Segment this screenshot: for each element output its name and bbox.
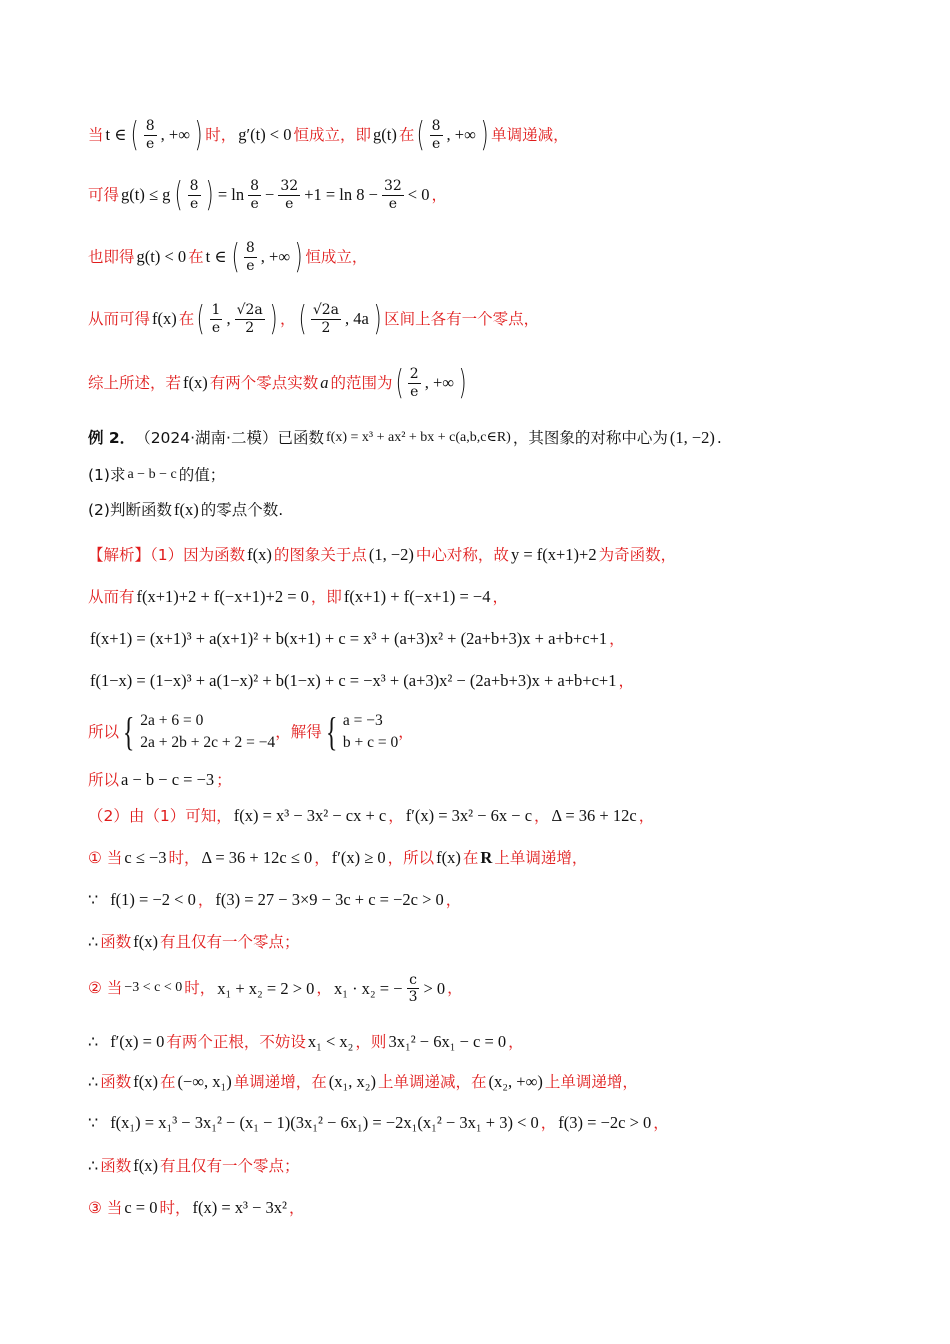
text: 函数: [100, 932, 132, 951]
denominator: e: [189, 195, 199, 212]
math: f(x): [183, 373, 208, 393]
math: f(x+1) = (x+1)³ + a(x+1)² + b(x+1) + c = x³ + (a+3)x² + (2a+b+3)x + a+b+c+1: [90, 629, 608, 648]
numerator: 8: [431, 118, 441, 135]
math: R: [480, 848, 493, 867]
text: ，解得: [275, 722, 322, 741]
text: 在: [462, 848, 479, 867]
example-label: 例 2．: [88, 428, 136, 447]
line-22: [88, 1113, 910, 1133]
line-18: [88, 932, 910, 952]
line-5: [88, 363, 910, 403]
fraction: [188, 178, 201, 211]
math: f(x): [436, 848, 461, 867]
text: ，: [288, 1198, 305, 1217]
line-17: [88, 890, 910, 910]
text: 恒成立，即: [293, 125, 372, 144]
math: f(x): [133, 1156, 158, 1175]
math: Δ = 36 + 12c ≤ 0: [201, 848, 313, 867]
brace: {: [325, 709, 338, 754]
paren-open: (: [417, 115, 425, 155]
line-24: [88, 1198, 910, 1218]
line-3: [88, 237, 910, 277]
math: f(x): [133, 932, 158, 951]
math: a: [320, 373, 329, 393]
equation-system: [119, 708, 275, 756]
fraction: [408, 366, 421, 399]
math: g′(t) < 0: [238, 125, 292, 145]
text: 区间上各有一个零点，: [384, 309, 540, 328]
text: ，: [540, 1113, 557, 1132]
paren-open: (: [298, 299, 307, 339]
text: ，: [388, 806, 404, 825]
denominator: e: [146, 135, 155, 152]
math: f(x) = x³ + ax² + bx + c(a,b,c∈R): [326, 429, 511, 445]
math: f′(x) = 3x² − 6x − c: [405, 806, 533, 825]
text: 上单调递减，在: [378, 1072, 487, 1091]
denominator: e: [246, 257, 255, 274]
text: 的范围为: [330, 373, 393, 392]
text: ① 当: [88, 848, 123, 867]
text: 当: [88, 125, 104, 144]
fraction: [244, 240, 257, 273]
denominator: e: [285, 195, 294, 212]
text: 上单调递增，: [544, 1072, 638, 1091]
text: 的值；: [178, 466, 226, 484]
fraction: [407, 972, 420, 1005]
text: 中心对称，故: [415, 545, 509, 564]
text: 有两个正根，不妨设: [166, 1032, 306, 1051]
paren-close: ): [194, 115, 203, 155]
text: ，: [431, 185, 447, 204]
text: 单调递减，: [491, 125, 569, 144]
therefore-icon: ∴: [88, 1032, 99, 1052]
denominator: e: [410, 383, 419, 400]
math: , +∞: [160, 125, 190, 145]
math: x₁ < x₂: [307, 1032, 354, 1051]
denominator: 2: [245, 319, 255, 336]
text: ，: [398, 722, 414, 741]
question-1: [88, 466, 910, 485]
text: ，所以: [387, 848, 435, 867]
fraction: [430, 118, 443, 151]
text: 为奇函数，: [598, 545, 677, 564]
math: f(1−x) = (1−x)³ + a(1−x)² + b(1−x) + c = −x³ + (a+3)x² − (2a+b+3)x + a+b+c+1: [90, 671, 617, 690]
text: 在: [398, 125, 415, 144]
paren-open: (: [131, 115, 140, 155]
math: (x₂, +∞): [488, 1072, 543, 1091]
text: ② 当: [88, 979, 123, 998]
numerator: 32: [383, 178, 402, 195]
denominator: 2: [321, 319, 331, 336]
therefore-icon: ∴: [88, 1156, 99, 1176]
text: ，: [445, 890, 462, 909]
math: −3 < c < 0: [124, 980, 183, 996]
because-icon: ∵: [88, 1113, 99, 1133]
solution-start: [88, 545, 910, 565]
math: g(t) ≤ g: [121, 185, 171, 205]
math: f′(x) = 0: [110, 1032, 165, 1051]
text: ，: [638, 806, 655, 825]
text: ，: [609, 629, 625, 648]
numerator: c: [409, 972, 417, 988]
fraction: [311, 302, 341, 335]
math: f(x+1)+2 + f(−x+1)+2 = 0: [136, 587, 309, 606]
text: 在: [178, 309, 195, 328]
line-13: [88, 708, 910, 756]
text: 从而可得: [88, 309, 151, 328]
denominator: e: [250, 195, 259, 212]
line-11: [88, 629, 910, 649]
text: (2)判断函数: [88, 500, 172, 519]
text: ，即: [310, 587, 342, 606]
text: ，: [316, 979, 332, 998]
text: ，其图象的对称中心为: [512, 428, 668, 447]
denominator: e: [431, 135, 441, 152]
paren-close: ): [480, 115, 489, 155]
math: , +∞: [260, 247, 291, 267]
therefore-icon: ∴: [88, 1072, 99, 1092]
line-21: [88, 1072, 910, 1092]
math: < 0: [407, 185, 430, 205]
numerator: 32: [280, 178, 299, 195]
text: ，: [492, 587, 508, 606]
text: 的零点个数.: [200, 500, 284, 519]
example-2-header: [88, 428, 910, 448]
text: 函数: [100, 1072, 132, 1091]
paren-close: ): [294, 237, 303, 277]
math: f′(x) ≥ 0: [331, 848, 386, 867]
math: (1, −2): [368, 545, 414, 564]
text: （2）由（1）可知，: [88, 806, 232, 825]
math: f(x): [173, 500, 199, 519]
text: （2024·湖南·二模）已函数: [135, 428, 324, 447]
math: f(x₁) = x₁³ − 3x₁² − (x₁ − 1)(3x₁² − 6x₁) = −2x₁(x₁² − 3x₁ + 3) < 0: [110, 1113, 539, 1132]
line-14: [88, 770, 910, 790]
text: 综上所述，若: [88, 373, 182, 392]
text: ③ 当: [88, 1198, 123, 1217]
denominator: e: [388, 195, 398, 212]
math: f(3) = −2c > 0: [558, 1113, 652, 1132]
math: g(t): [373, 125, 397, 145]
numerator: √2a: [312, 302, 339, 319]
line-16: [88, 848, 910, 868]
math: f(x) = x³ − 3x² − cx + c: [233, 806, 387, 825]
math: a − b − c = −3: [121, 770, 215, 789]
math: f(x): [133, 1072, 158, 1091]
numerator: 1: [211, 302, 221, 319]
text: 有且仅有一个零点；: [159, 1156, 300, 1175]
math: > 0: [423, 978, 446, 998]
line-15: [88, 806, 910, 826]
paren-open: (: [395, 363, 404, 403]
paren-close: ): [373, 299, 382, 339]
text: 从而有: [88, 587, 135, 606]
math: (−∞, x₁): [177, 1072, 232, 1091]
math: x₁ + x₂ = 2 > 0: [217, 978, 315, 998]
math: Δ = 36 + 12c: [551, 806, 637, 825]
equation-system: [322, 708, 399, 756]
equation: b + c = 0: [342, 734, 399, 751]
math: g(t) < 0: [136, 247, 187, 267]
text: 可得: [88, 185, 120, 204]
math: (1, −2): [669, 428, 715, 447]
equation: 2a + 2b + 2c + 2 = −4: [140, 734, 276, 751]
text: 时，: [168, 848, 200, 867]
numerator: 8: [189, 178, 199, 195]
math: −: [265, 185, 275, 205]
math: y = f(x+1)+2: [510, 545, 597, 564]
math: f(x) = x³ − 3x²: [192, 1198, 287, 1217]
text: ，: [197, 890, 214, 909]
therefore-icon: ∴: [88, 932, 99, 952]
paren-close: ): [269, 299, 278, 339]
line-4: [88, 299, 910, 339]
text: 在: [159, 1072, 176, 1091]
line-1: [88, 115, 910, 155]
math: f(3) = 27 − 3×9 − 3c + c = −2c > 0: [215, 890, 444, 909]
numerator: 8: [250, 178, 260, 195]
text: 所以: [88, 770, 120, 789]
fraction: [235, 302, 265, 335]
text: 有且仅有一个零点；: [159, 932, 300, 951]
math: = ln: [217, 185, 245, 205]
fraction: [248, 178, 261, 211]
text: 单调递增，在: [233, 1072, 327, 1091]
question-2: [88, 500, 910, 520]
numerator: 8: [245, 240, 255, 257]
text: 的图象关于点: [273, 545, 367, 564]
text: ，: [447, 979, 463, 998]
text: ，: [508, 1032, 524, 1051]
line-19: [88, 972, 910, 1005]
math: f(1) = −2 < 0: [110, 890, 196, 909]
text: .: [716, 428, 722, 447]
text: ，: [280, 309, 296, 328]
math: f(x): [247, 545, 272, 564]
text: ，则: [355, 1032, 387, 1051]
denominator: e: [211, 319, 221, 336]
numerator: 2: [409, 366, 419, 383]
fraction: [144, 118, 157, 151]
equation: a = −3: [342, 711, 383, 729]
brace: {: [122, 709, 135, 754]
line-2: [88, 175, 910, 215]
text: 函数: [100, 1156, 132, 1175]
text: 【解析】（1）因为函数: [88, 545, 246, 564]
line-12: [88, 671, 910, 691]
math: , +∞: [446, 125, 476, 145]
math: x₁ · x₂ = −: [333, 978, 403, 998]
math: c ≤ −3: [124, 848, 167, 867]
denominator: 3: [408, 989, 418, 1006]
text: 时，: [205, 125, 237, 144]
text: 恒成立，: [305, 247, 368, 266]
text: ；: [216, 770, 232, 789]
math: 3x₁² − 6x₁ − c = 0: [388, 1032, 507, 1051]
paren-close: ): [458, 363, 467, 403]
math: , 4a: [345, 309, 369, 329]
paren-open: (: [231, 237, 240, 277]
text: 时，: [184, 979, 216, 998]
math: f(x): [152, 309, 177, 329]
math: a − b − c: [127, 466, 177, 482]
math: t ∈: [105, 125, 127, 145]
text: ，: [314, 848, 330, 867]
text: ，: [534, 806, 550, 825]
text: 也即得: [88, 247, 135, 266]
text: ，: [653, 1113, 669, 1132]
text: ，: [618, 671, 634, 690]
text: 时，: [159, 1198, 191, 1217]
line-20: [88, 1032, 910, 1052]
math: , +∞: [424, 373, 455, 393]
math: t ∈: [205, 247, 227, 267]
fraction: [210, 302, 223, 335]
math: f(x+1) + f(−x+1) = −4: [343, 587, 491, 606]
equation: 2a + 6 = 0: [140, 711, 204, 729]
text: 上单调递增，: [494, 848, 588, 867]
line-23: [88, 1156, 910, 1176]
text: (1)求: [88, 466, 126, 484]
text: 所以: [88, 722, 120, 741]
numerator: 8: [145, 118, 155, 135]
because-icon: ∵: [88, 890, 99, 910]
fraction: [382, 178, 404, 211]
fraction: [278, 178, 300, 211]
text: 有两个零点实数: [209, 373, 319, 392]
paren-close: ): [205, 175, 214, 215]
paren-open: (: [175, 175, 184, 215]
line-10: [88, 587, 910, 607]
paren-open: (: [196, 299, 205, 339]
text: 在: [188, 247, 204, 266]
math: ,: [226, 309, 231, 329]
math: c = 0: [124, 1198, 158, 1217]
numerator: √2a: [236, 302, 263, 319]
math: (x₁, x₂): [328, 1072, 377, 1091]
math: +1 = ln 8 −: [304, 185, 378, 205]
